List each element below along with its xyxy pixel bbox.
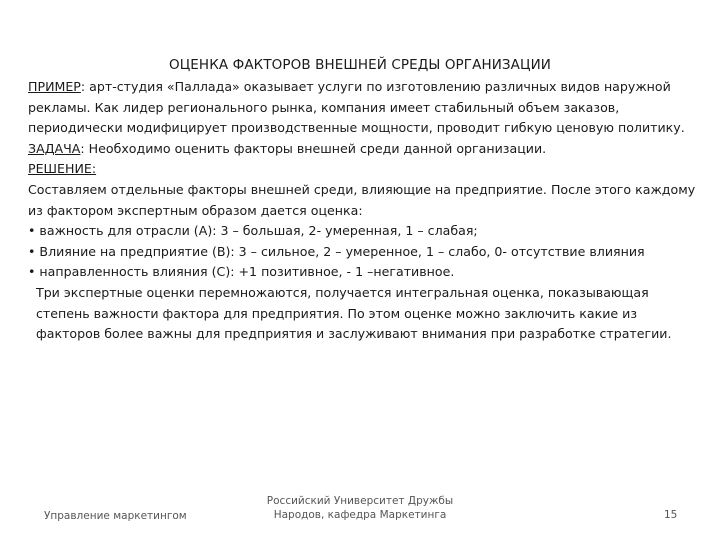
example-label: ПРИМЕР <box>28 79 81 94</box>
example-paragraph <box>28 77 698 139</box>
solution-text: Составляем отдельные факторы внешней среди, влияющие на предприятие. После этого каждому из фактором экспертным образом дается оценка: <box>28 181 696 218</box>
bullet-item: • направленность влияния (С): +1 позитивное, - 1 –негативное. <box>28 264 455 280</box>
task-paragraph <box>28 139 698 160</box>
bullet-item: • важность для отрасли (А): 3 – большая, 2- умеренная, 1 – слабая; <box>28 223 478 239</box>
slide-title: ОЦЕНКА ФАКТОРОВ ВНЕШНЕЙ СРЕДЫ ОРГАНИЗАЦИИ <box>169 57 551 73</box>
example-text: : арт-студия «Паллада» оказывает услуги по изготовлению различных видов наружной рекламы. Как лидер регионального рынка, компания имеет стабильный объем заказов, периодически модифицирует производственные мощности, проводит гибкую ценовую политику. <box>28 79 685 136</box>
footer-university-line2: Народов, кафедра Маркетинга <box>273 509 447 521</box>
footer-university-line1: Российский Университет Дружбы <box>266 495 454 507</box>
bullet-item: • Влияние на предприятие (В): 3 – сильное, 2 – умеренное, 1 – слабо, 0- отсутствие влияния <box>28 243 645 259</box>
footer-course: Управление маркетингом <box>44 510 187 522</box>
slide-body <box>28 77 698 345</box>
conclusion-paragraph: Три экспертные оценки перемножаются, получается интегральная оценка, показывающая степень важности фактора для предприятия. По этом оценке можно заключить какие из факторов более важны для предприятия и заслуживают внимания при разработке стратегии. <box>36 284 672 342</box>
footer-university <box>260 494 460 522</box>
solution-label: РЕШЕНИЕ: <box>28 161 97 177</box>
task-label: ЗАДАЧА <box>28 140 81 156</box>
task-text: : Необходимо оценить факторы внешней среди данной организации. <box>80 140 547 156</box>
page-number: 15 <box>664 509 678 521</box>
